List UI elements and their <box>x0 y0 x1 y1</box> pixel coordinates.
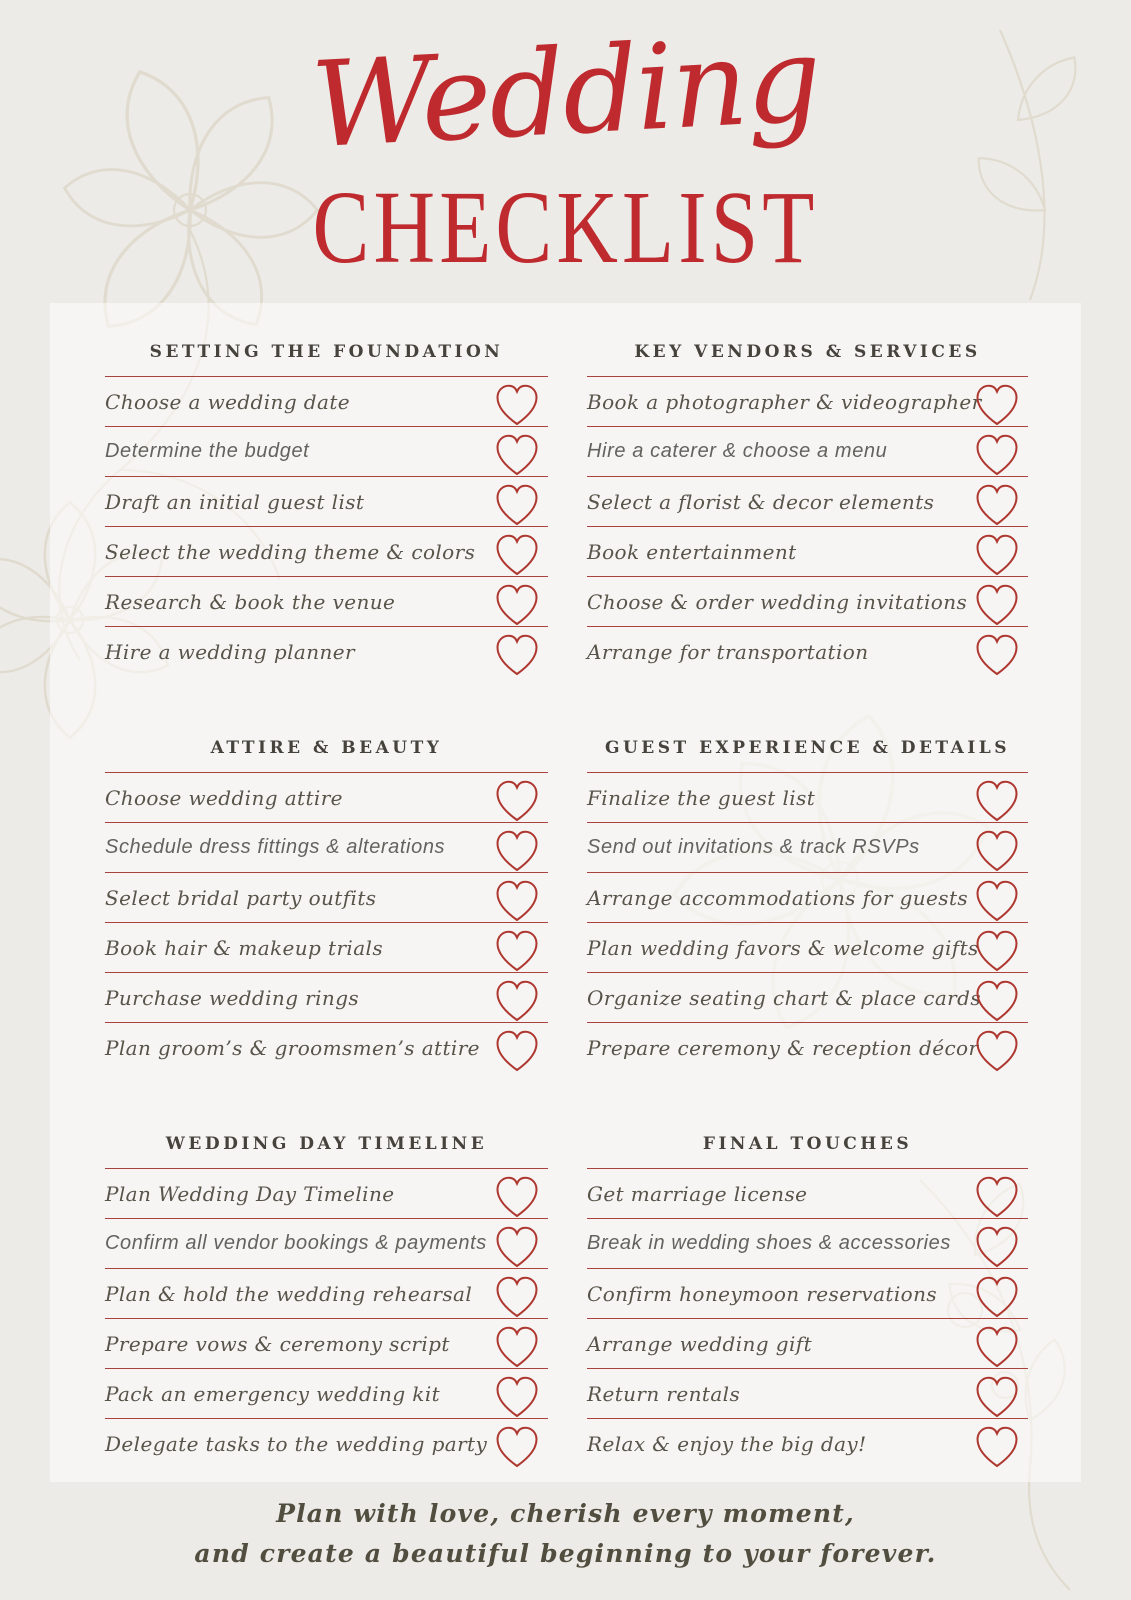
heart-checkbox[interactable] <box>974 828 1020 874</box>
checklist-item-label: Return rentals <box>587 1381 741 1406</box>
checklist-item-row <box>105 1368 548 1418</box>
heart-checkbox[interactable] <box>494 1424 540 1470</box>
heart-checkbox[interactable] <box>494 632 540 678</box>
checklist-item-row <box>105 872 548 922</box>
checklist-item-row <box>587 772 1028 822</box>
checklist-item-label: Hire a caterer & choose a menu <box>587 440 888 462</box>
heart-checkbox[interactable] <box>494 432 540 478</box>
checklist-item-row <box>587 476 1028 526</box>
section-heading: SETTING THE FOUNDATION <box>149 342 504 362</box>
checklist-item-row <box>105 1318 548 1368</box>
heart-checkbox[interactable] <box>494 928 540 974</box>
checklist-item-label: Plan wedding favors & welcome gifts <box>587 935 979 960</box>
checklist-item-row <box>105 576 548 626</box>
checklist-item-label: Send out invitations & track RSVPs <box>587 836 920 858</box>
heart-checkbox[interactable] <box>974 582 1020 628</box>
heart-checkbox[interactable] <box>974 1424 1020 1470</box>
section-heading: WEDDING DAY TIMELINE <box>165 1134 488 1154</box>
checklist-item-row <box>105 922 548 972</box>
checklist-item-label: Arrange wedding gift <box>587 1331 813 1356</box>
checklist-section <box>105 734 548 1072</box>
checklist-panel <box>50 303 1081 1482</box>
checklist-item-label: Finalize the guest list <box>587 785 816 810</box>
checklist-item-row <box>587 1418 1028 1468</box>
checklist-item-row <box>587 576 1028 626</box>
section-heading: ATTIRE & BEAUTY <box>210 738 443 758</box>
checklist-item-row <box>587 376 1028 426</box>
checklist-item-label: Organize seating chart & place cards <box>587 985 981 1010</box>
heart-checkbox[interactable] <box>494 482 540 528</box>
section-heading: GUEST EXPERIENCE & DETAILS <box>604 738 1011 758</box>
heart-checkbox[interactable] <box>974 1224 1020 1270</box>
footer-line-2: and create a beautiful beginning to your forever. <box>194 1539 937 1568</box>
checklist-item-label: Select bridal party outfits <box>105 885 377 910</box>
checklist-item-label: Plan Wedding Day Timeline <box>105 1181 395 1206</box>
checklist-item-label: Choose a wedding date <box>105 389 351 414</box>
heart-checkbox[interactable] <box>494 582 540 628</box>
checklist-item-label: Select a florist & decor elements <box>587 489 935 514</box>
checklist-item-row <box>587 922 1028 972</box>
checklist-item-row <box>105 626 548 676</box>
heart-checkbox[interactable] <box>494 1224 540 1270</box>
checklist-item-label: Delegate tasks to the wedding party <box>105 1431 488 1456</box>
heart-checkbox[interactable] <box>494 1374 540 1420</box>
heart-checkbox[interactable] <box>494 1274 540 1320</box>
checklist-item-label: Plan & hold the wedding rehearsal <box>105 1281 473 1306</box>
checklist-item-label: Hire a wedding planner <box>105 639 355 664</box>
checklist-item-label: Prepare ceremony & reception décor <box>587 1035 979 1060</box>
checklist-item-label: Get marriage license <box>587 1181 808 1206</box>
sections-grid <box>105 338 1028 1468</box>
checklist-item-label: Book a photographer & videographer <box>587 389 982 414</box>
checklist-item-row <box>105 1022 548 1072</box>
checklist-item-row <box>105 1168 548 1218</box>
title-caps: CHECKLIST <box>312 170 819 285</box>
checklist-item-row <box>587 1168 1028 1218</box>
heart-checkbox[interactable] <box>494 1028 540 1074</box>
checklist-item-label: Arrange accommodations for guests <box>587 885 969 910</box>
heart-checkbox[interactable] <box>974 382 1020 428</box>
checklist-item-label: Book entertainment <box>587 539 797 564</box>
heart-checkbox[interactable] <box>974 432 1020 478</box>
checklist-item-label: Determine the budget <box>105 440 310 462</box>
heart-checkbox[interactable] <box>494 778 540 824</box>
checklist-item-label: Draft an initial guest list <box>105 489 365 514</box>
checklist-item-row <box>587 822 1028 872</box>
checklist-item-row <box>105 772 548 822</box>
checklist-item-row <box>105 972 548 1022</box>
checklist-item-label: Book hair & makeup trials <box>105 935 383 960</box>
heart-checkbox[interactable] <box>494 532 540 578</box>
checklist-section <box>587 338 1028 676</box>
checklist-item-label: Schedule dress fittings & alterations <box>105 836 446 858</box>
heart-checkbox[interactable] <box>974 778 1020 824</box>
checklist-item-row <box>587 626 1028 676</box>
heart-checkbox[interactable] <box>974 1174 1020 1220</box>
footer-quote <box>0 1494 1131 1574</box>
heart-checkbox[interactable] <box>974 878 1020 924</box>
heart-checkbox[interactable] <box>974 1374 1020 1420</box>
checklist-item-row <box>105 1268 548 1318</box>
checklist-section <box>587 734 1028 1072</box>
checklist-item-row <box>105 1218 548 1268</box>
section-heading: KEY VENDORS & SERVICES <box>634 342 981 362</box>
heart-checkbox[interactable] <box>974 632 1020 678</box>
checklist-item-label: Break in wedding shoes & accessories <box>587 1232 952 1254</box>
checklist-item-row <box>587 1022 1028 1072</box>
footer-line-1: Plan with love, cherish every moment, <box>276 1499 855 1528</box>
heart-checkbox[interactable] <box>974 1028 1020 1074</box>
checklist-section <box>587 1130 1028 1468</box>
checklist-item-row <box>587 1318 1028 1368</box>
checklist-item-row <box>105 376 548 426</box>
heart-checkbox[interactable] <box>494 978 540 1024</box>
checklist-item-row <box>587 1218 1028 1268</box>
title-script: Wedding <box>308 9 823 175</box>
section-heading: FINAL TOUCHES <box>702 1134 913 1154</box>
heart-checkbox[interactable] <box>974 1324 1020 1370</box>
checklist-item-label: Choose & order wedding invitations <box>587 589 968 614</box>
checklist-item-label: Pack an emergency wedding kit <box>105 1381 441 1406</box>
checklist-item-label: Confirm honeymoon reservations <box>587 1281 938 1306</box>
checklist-item-label: Arrange for transportation <box>587 639 869 664</box>
checklist-item-label: Prepare vows & ceremony script <box>105 1331 450 1356</box>
heart-checkbox[interactable] <box>494 382 540 428</box>
heart-checkbox[interactable] <box>974 1274 1020 1320</box>
checklist-item-label: Select the wedding theme & colors <box>105 539 476 564</box>
checklist-item-label: Purchase wedding rings <box>105 985 360 1010</box>
checklist-item-label: Plan groom’s & groomsmen’s attire <box>105 1035 480 1060</box>
heart-checkbox[interactable] <box>494 1324 540 1370</box>
checklist-item-label: Research & book the venue <box>105 589 396 614</box>
checklist-item-label: Choose wedding attire <box>105 785 343 810</box>
checklist-item-row <box>587 872 1028 922</box>
checklist-item-row <box>105 526 548 576</box>
heart-checkbox[interactable] <box>974 532 1020 578</box>
checklist-item-row <box>105 1418 548 1468</box>
checklist-section <box>105 338 548 676</box>
heart-checkbox[interactable] <box>974 928 1020 974</box>
checklist-item-row <box>105 822 548 872</box>
heart-checkbox[interactable] <box>974 482 1020 528</box>
heart-checkbox[interactable] <box>494 828 540 874</box>
checklist-item-row <box>587 426 1028 476</box>
checklist-item-row <box>587 526 1028 576</box>
heart-checkbox[interactable] <box>494 1174 540 1220</box>
checklist-item-row <box>105 476 548 526</box>
heart-checkbox[interactable] <box>974 978 1020 1024</box>
heart-checkbox[interactable] <box>494 878 540 924</box>
checklist-item-row <box>105 426 548 476</box>
checklist-item-label: Confirm all vendor bookings & payments <box>105 1232 487 1254</box>
checklist-item-row <box>587 1268 1028 1318</box>
checklist-section <box>105 1130 548 1468</box>
checklist-item-row <box>587 1368 1028 1418</box>
checklist-item-label: Relax & enjoy the big day! <box>587 1431 867 1456</box>
checklist-item-row <box>587 972 1028 1022</box>
